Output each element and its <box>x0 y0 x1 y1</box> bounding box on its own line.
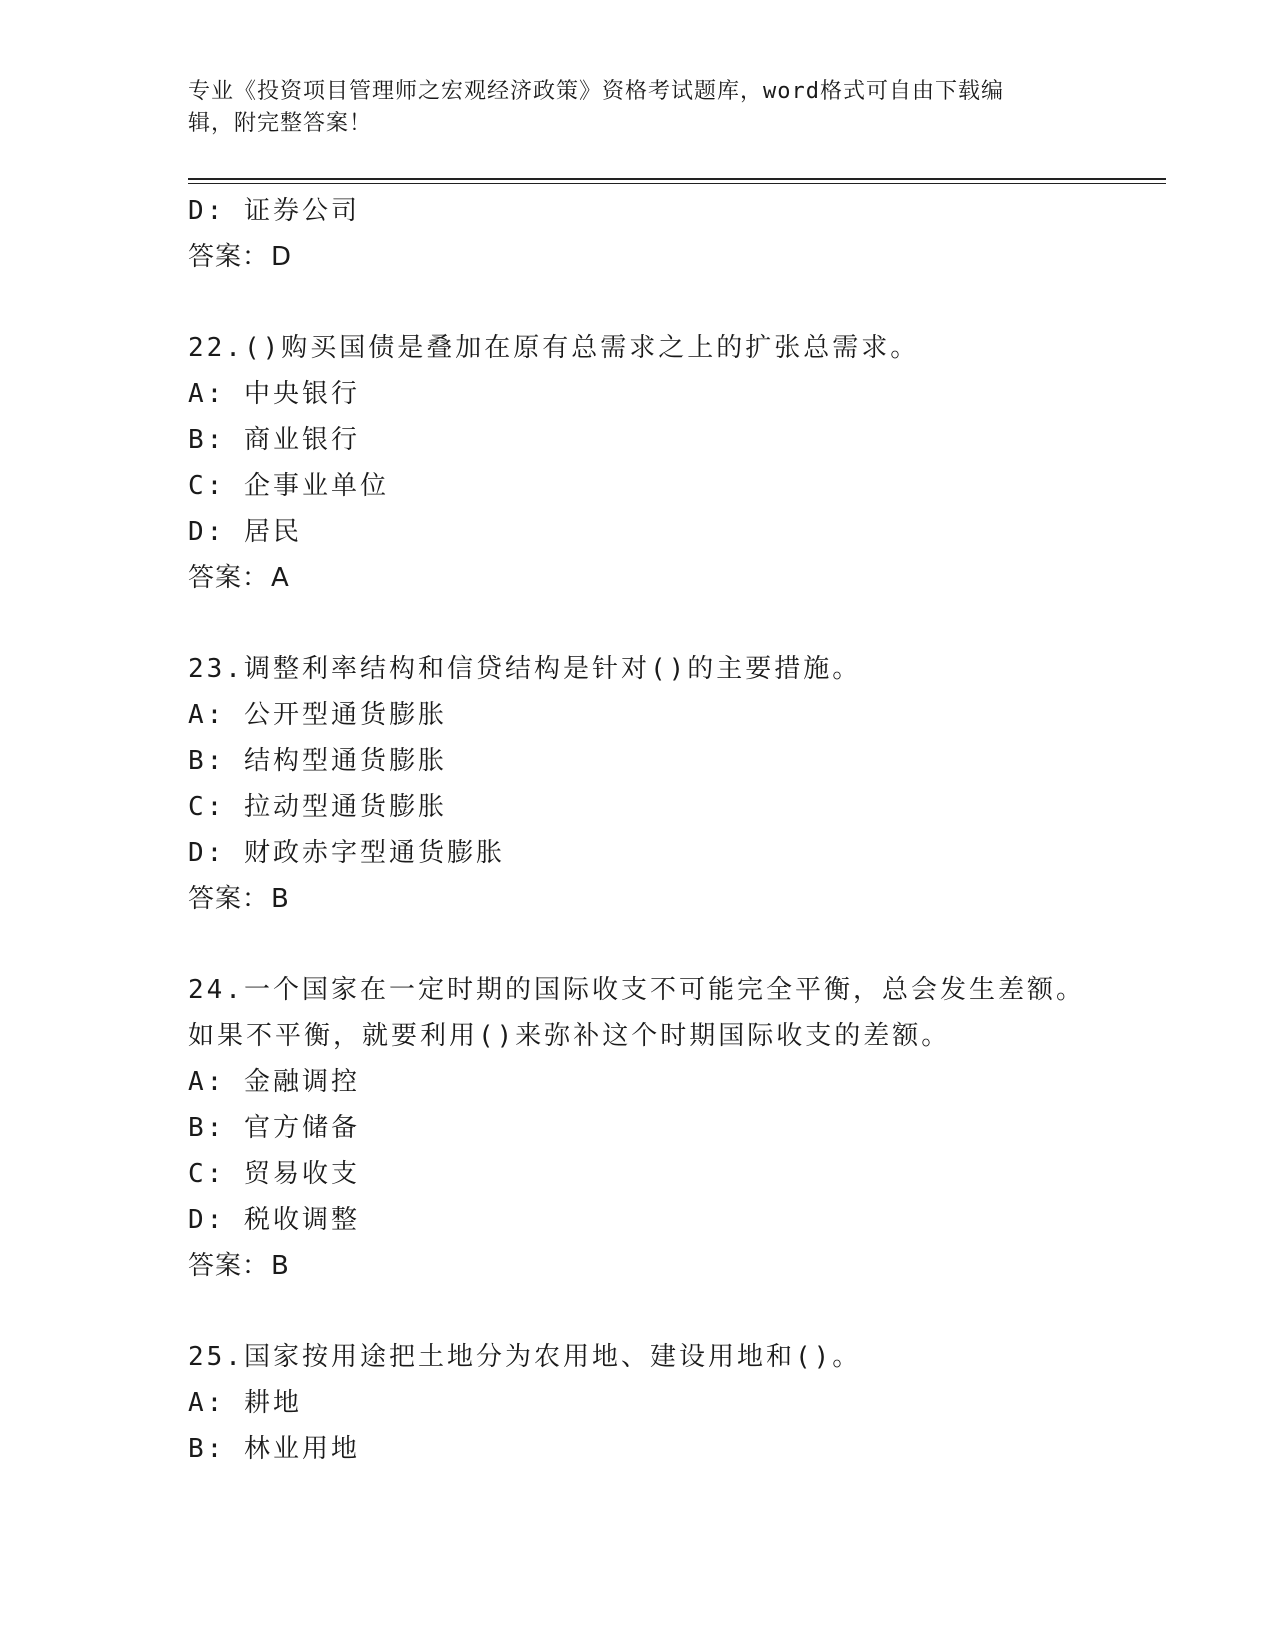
option-c: C: 贸易收支 <box>188 1159 360 1189</box>
answer-label: 答案： <box>188 242 270 272</box>
option-a: A: 耕地 <box>188 1388 302 1418</box>
answer-value: B <box>271 1251 290 1281</box>
answer-value: D <box>271 242 293 272</box>
question-stem-line-2: 如果不平衡，就要利用()来弥补这个时期国际收支的差额。 <box>188 1021 951 1051</box>
answer-value: A <box>271 563 290 593</box>
option-a: A: 公开型通货膨胀 <box>188 700 447 730</box>
option-b: B: 官方储备 <box>188 1113 360 1143</box>
question-stem: 22.()购买国债是叠加在原有总需求之上的扩张总需求。 <box>188 333 920 363</box>
question-23 <box>188 646 1168 922</box>
option-a: A: 中央银行 <box>188 379 360 409</box>
spacer <box>188 1289 1168 1334</box>
answer <box>188 555 1168 601</box>
option-d: D: 居民 <box>188 517 302 547</box>
question-stem-line-1: 24.一个国家在一定时期的国际收支不可能完全平衡，总会发生差额。 <box>188 975 1085 1005</box>
question-24 <box>188 967 1168 1289</box>
spacer <box>188 280 1168 325</box>
option-c: C: 企事业单位 <box>188 471 389 501</box>
header-line-1: 专业《投资项目管理师之宏观经济政策》资格考试题库，word格式可自由下载编 <box>188 79 1004 104</box>
answer-value: B <box>271 884 290 914</box>
answer-label: 答案： <box>188 1251 270 1281</box>
spacer <box>188 922 1168 967</box>
answer <box>188 876 1168 922</box>
question-25 <box>188 1334 1168 1472</box>
question-content <box>188 188 1168 1472</box>
document-header <box>188 76 1088 140</box>
question-22 <box>188 325 1168 601</box>
header-divider-thick <box>188 178 1166 180</box>
question-stem: 23.调整利率结构和信贷结构是针对()的主要措施。 <box>188 654 862 684</box>
option-b: B: 林业用地 <box>188 1434 360 1464</box>
spacer <box>188 601 1168 646</box>
question-stem: 25.国家按用途把土地分为农用地、建设用地和()。 <box>188 1342 862 1372</box>
header-divider-thin <box>188 183 1166 184</box>
prev-option-d: D: 证券公司 <box>188 196 360 226</box>
option-c: C: 拉动型通货膨胀 <box>188 792 447 822</box>
option-a: A: 金融调控 <box>188 1067 360 1097</box>
answer <box>188 1243 1168 1289</box>
answer-label: 答案： <box>188 563 270 593</box>
option-d: D: 税收调整 <box>188 1205 360 1235</box>
option-b: B: 结构型通货膨胀 <box>188 746 447 776</box>
header-line-2: 辑，附完整答案！ <box>188 111 373 136</box>
option-b: B: 商业银行 <box>188 425 360 455</box>
option-d: D: 财政赤字型通货膨胀 <box>188 838 505 868</box>
prev-answer <box>188 234 1168 280</box>
answer-label: 答案： <box>188 884 270 914</box>
